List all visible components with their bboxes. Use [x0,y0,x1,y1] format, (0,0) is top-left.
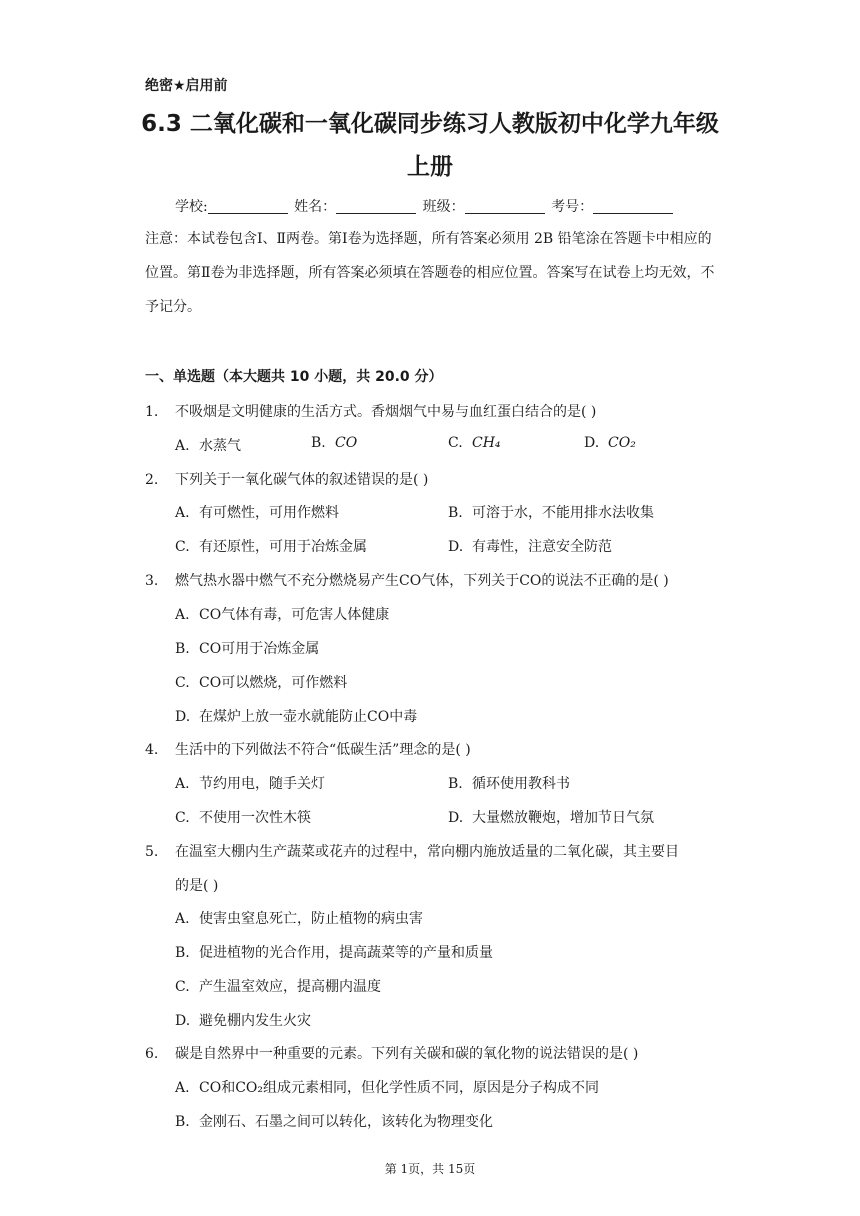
option-b[interactable] [311,435,357,451]
question-number: 4. [145,742,159,758]
option-label: A. [175,607,190,623]
question-number: 2. [145,472,159,488]
option-label: C. [175,539,190,555]
section-heading: 一、单选题（本大题共 10 小题，共 20.0 分） [145,369,443,385]
student-info-row [175,196,675,216]
option-b[interactable] [175,1111,493,1131]
page-footer: 第 1页，共 15页 [384,1162,476,1176]
option-c[interactable] [175,807,311,827]
option-label: B. [448,776,463,792]
number-blank [593,199,673,214]
question-5-continued: 的是( ) [175,878,219,894]
option-text: CO气体有毒，可危害人体健康 [199,607,390,623]
school-blank [208,199,288,214]
option-b[interactable] [175,942,493,962]
question-text: 燃气热水器中燃气不充分燃烧易产生CO气体，下列关于CO的说法不正确的是( ) [175,573,669,589]
option-text: 促进植物的光合作用，提高蔬菜等的产量和质量 [199,945,493,961]
option-text: 大量燃放鞭炮，增加节日气氛 [472,810,654,826]
option-text: 避免棚内发生火灾 [199,1013,311,1029]
option-text: 有还原性，可用于冶炼金属 [199,539,367,555]
option-a[interactable] [175,604,389,624]
option-text: 有可燃性，可用作燃料 [199,505,339,521]
option-label: C. [175,675,190,691]
option-label: B. [448,505,463,521]
question-5 [145,841,679,861]
option-d[interactable] [175,1010,311,1030]
option-a[interactable] [175,502,339,522]
exam-note: 注意：本试卷包含Ⅰ、Ⅱ两卷。第Ⅰ卷为选择题，所有答案必须用 2B 铅笔涂在答题卡中相应的位置。第Ⅱ卷为非选择题，所有答案必须填在答题卷的相应位置。答案写在试卷上均无效，不予记分。 [145,231,715,315]
question-6 [145,1043,638,1063]
option-label: A. [175,1080,190,1096]
question-number: 5. [145,844,159,860]
option-label: B. [175,1114,190,1130]
school-label: 学校: [175,199,208,215]
option-label: A. [175,438,190,454]
question-text: 下列关于一氧化碳气体的叙述错误的是( ) [175,472,429,488]
question-text: 生活中的下列做法不符合“低碳生活”理念的是( ) [175,742,471,758]
option-text: 有毒性，注意安全防范 [472,539,612,555]
option-text: 在煤炉上放一壶水就能防止CO中毒 [199,709,418,725]
option-c[interactable] [448,435,501,451]
class-blank [465,199,545,214]
option-text: CO可用于冶炼金属 [199,641,320,657]
option-text: 不使用一次性木筷 [199,810,311,826]
option-c[interactable] [175,976,381,996]
option-b[interactable] [448,502,654,522]
option-text: 使害虫窒息死亡，防止植物的病虫害 [199,911,423,927]
question-number: 6. [145,1046,159,1062]
option-label: D. [175,709,191,725]
question-text: 碳是自然界中一种重要的元素。下列有关碳和碳的氧化物的说法错误的是( ) [175,1046,639,1062]
option-text: CH₄ [472,435,501,451]
option-label: B. [175,641,190,657]
option-text: CO [335,435,358,451]
option-text: 循环使用教科书 [472,776,570,792]
question-text: 在温室大棚内生产蔬菜或花卉的过程中，常向棚内施放适量的二氧化碳，其主要目 [175,844,679,860]
option-a[interactable] [175,1077,599,1097]
question-text: 不吸烟是文明健康的生活方式。香烟烟气中易与血红蛋白结合的是( ) [175,404,597,420]
option-label: C. [175,810,190,826]
option-label: D. [584,435,600,451]
option-label: C. [448,435,463,451]
option-label: B. [311,435,326,451]
option-c[interactable] [175,672,347,692]
option-c[interactable] [175,536,367,556]
option-text: 金刚石、石墨之间可以转化，该转化为物理变化 [199,1114,493,1130]
question-3 [145,570,669,590]
option-label: A. [175,911,190,927]
question-2 [145,469,428,489]
question-1 [145,401,596,421]
option-d[interactable] [448,536,612,556]
option-text: 可溶于水，不能用排水法收集 [472,505,654,521]
option-d[interactable] [584,435,636,451]
question-number: 1. [145,404,159,420]
option-label: A. [175,505,190,521]
option-label: C. [175,979,190,995]
class-label: 班级： [422,199,465,215]
question-4 [145,739,471,759]
option-label: D. [448,539,464,555]
page-title-line2: 上册 [407,154,453,180]
option-a[interactable] [175,435,241,455]
option-b[interactable] [448,773,570,793]
option-text: CO可以燃烧，可作燃料 [199,675,348,691]
option-text: 节约用电，随手关灯 [199,776,325,792]
name-blank [336,199,416,214]
option-label: D. [175,1013,191,1029]
confidential-label: 绝密★启用前 [145,78,228,94]
option-label: A. [175,776,190,792]
option-text: 产生温室效应，提高棚内温度 [199,979,381,995]
option-text: CO和CO₂组成元素相同，但化学性质不同，原因是分子构成不同 [199,1080,599,1096]
option-label: D. [448,810,464,826]
question-number: 3. [145,573,159,589]
option-b[interactable] [175,638,319,658]
option-d[interactable] [448,807,654,827]
number-label: 考号： [551,199,594,215]
option-d[interactable] [175,706,417,726]
option-label: B. [175,945,190,961]
option-text: CO₂ [608,435,636,451]
option-a[interactable] [175,908,423,928]
option-text: 水蒸气 [199,438,241,454]
name-label: 姓名： [294,199,337,215]
option-a[interactable] [175,773,325,793]
page-title-line1: 6.3 二氧化碳和一氧化碳同步练习人教版初中化学九年级 [141,111,719,137]
